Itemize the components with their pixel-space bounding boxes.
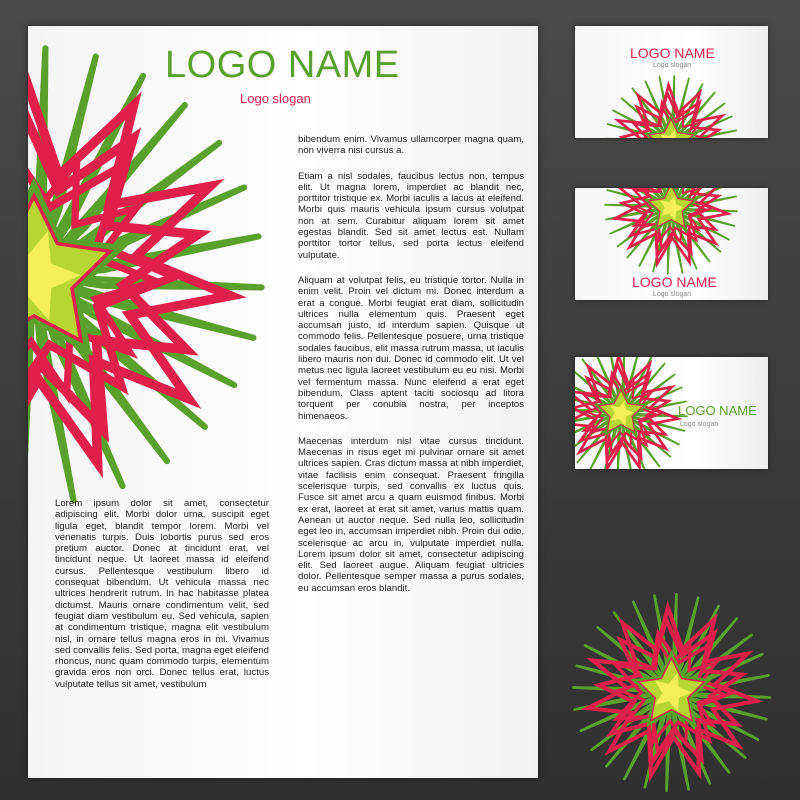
starburst-logo-icon bbox=[603, 74, 739, 138]
right-paragraph: Etiam a nisl sodales, faucibus lectus non, tempus elit. Ut magna lorem, imperdiet ac blandit nec, porttitor tristique ex. Morbi iaculis a lacus at eleifend. Morbi quis mauris vehicula ipsum cursus volutpat non at sem. Curabitur aliquam lorem sit amet egestas blandit. Sed sit amet lectus est. Nullam porttitor tortor tellus, sed porta lectus eleifend vulputate. bbox=[298, 170, 524, 261]
card-logo-name: LOGO NAME bbox=[632, 274, 717, 290]
business-card-3 bbox=[575, 357, 768, 469]
brochure-logo-name: LOGO NAME bbox=[165, 44, 400, 86]
brochure-logo-slogan: Logo slogan bbox=[240, 91, 311, 106]
card-logo-name: LOGO NAME bbox=[630, 45, 715, 61]
starburst-logo-icon bbox=[570, 591, 773, 794]
card-logo-slogan: Logo slogan bbox=[680, 421, 719, 428]
card-logo-name: LOGO NAME bbox=[678, 403, 757, 418]
business-card-1 bbox=[575, 26, 768, 138]
starburst-logo-icon bbox=[603, 188, 739, 276]
right-paragraph: Aliquam at volutpat felis, eu tristique tortor. Nulla in enim velit. Proin vel dictum mi. Donec interdum a erat a congue. Morbi feugiat erat diam, sollicitudin ultrices nulla elementum quis. Praesent eget accumsan justo, id interdum sapien. Quisque ut commodo felis. Pellentesque posuere, urna tristique sodales faucibus, elit massa rutrum massa, ut iaculis libero mauris non dui. Donec id commodo elit. Ut vel metus nec ligula laoreet vestibulum eu eu nisi. Morbi vel fermentum massa. Nunc eleifend a erat eget bibendum. Class aptent taciti sociosqu ad litora torquent per conubia nostra, per inceptos himenaeos. bbox=[298, 274, 524, 422]
starburst-logo-icon bbox=[575, 357, 689, 469]
right-paragraph: bibendum enim. Vivamus ullamcorper magna quam, non viverra nisi cursus a. bbox=[298, 134, 524, 157]
card-logo-slogan: Logo slogan bbox=[653, 291, 692, 298]
brochure-page bbox=[28, 26, 538, 778]
right-paragraph: Maecenas interdum nisl vitae cursus tincidunt. Maecenas in risus eget mi pulvinar ornare sit amet ultrices sapien. Cras dictum massa at nibh imperdiet, vitae facilisis enim consequat. Praesent fringilla scelerisque turpis, sed convallis ex luctus quis. Fusce sit amet arcu a quam euismod finibus. Morbi ex erat, laoreet at erat sit amet, varius mattis quam. Aenean ut auctor neque. Sed nulla leo, sollicitudin eget leo in, accumsan imperdiet nibh. Proin dui odio, scelerisque ac arcu in, vulputate imperdiet nulla. Lorem ipsum dolor sit amet, consectetur adipiscing elit. Sed laoreet augue. Aliquam feugiat ultricies dolor. Pellentesque semper massa a purus sodales, eu accumsan eros blandit. bbox=[298, 435, 524, 594]
left-paragraph: Lorem ipsum dolor sit amet, consectetur adipiscing elit. Morbi dolor urna, suscipit eget ligula eget, blandit tempor lorem. Morbi vel venenatis turpis. Duis lobortis purus sed eros pretium auctor. Donec at tincidunt erat, vel tincidunt neque. Ut laoreet massa id eleifend cursus. Pellentesque vestibulum libero id consequat bibendum. Ut vehicula massa nec ultrices hendrerit rutrum. In hac habitasse platea dictumst. Mauris ornare condimentum velit, sed feugiat diam vestibulum eu. Sed vehicula, sapien at condimentum tristique, magna elit vestibulum nisl, in ornare tellus magna eros in mi. Vivamus sed convallis felis. Sed porta, magna eget eleifend rhoncus, nunc quam commodo turpis, elementum gravida eros non orci. Donec tellus erat, luctus vulputate tellus sit amet, vestibulum bbox=[55, 498, 269, 690]
brochure-right-column bbox=[298, 134, 524, 608]
card-logo-slogan: Logo slogan bbox=[653, 62, 692, 69]
business-card-2 bbox=[575, 188, 768, 300]
brochure-left-column bbox=[55, 498, 269, 704]
starburst-logo-icon bbox=[28, 41, 269, 511]
